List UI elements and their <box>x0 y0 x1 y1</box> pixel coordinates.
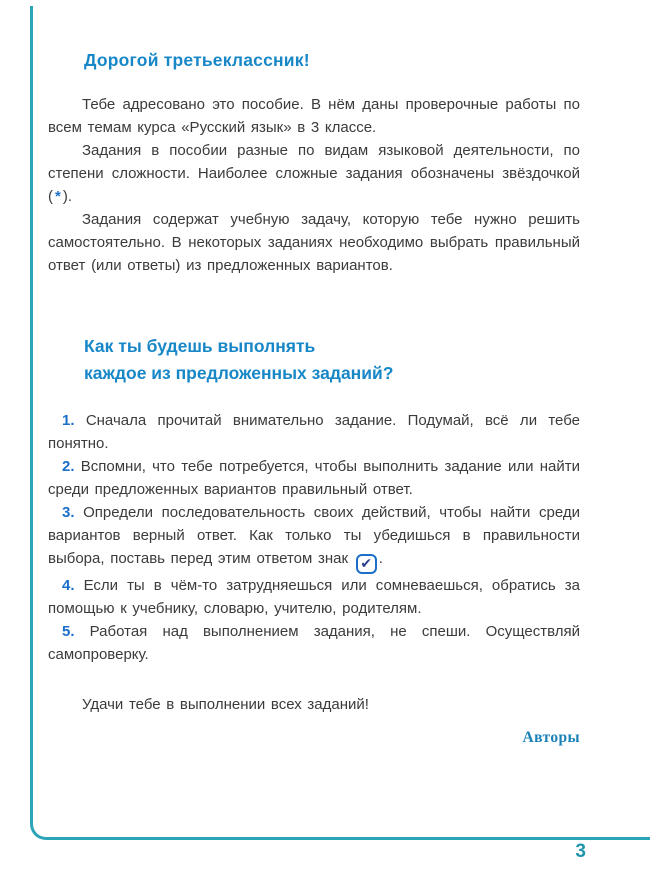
instructions-heading <box>84 333 580 387</box>
checkmark-icon: ✔ <box>356 554 377 574</box>
instruction-item-2 <box>48 455 580 501</box>
intro-paragraph-3: Задания содержат учебную задачу, которую тебе нужно решить самостоятельно. В некоторых заданиях необходимо выбрать правильный ответ (или ответы) из предложенных вариантов. <box>48 211 580 274</box>
good-luck-text: Удачи тебе в выполнении всех заданий! <box>82 696 369 713</box>
intro-paragraph-2-text: Задания в пособии разные по видам языковой деятельности, по степени сложности. Наиболее сложные задания обозначены звёздочкой ( <box>48 142 580 205</box>
intro-heading: Дорогой третьеклассник! <box>84 50 310 70</box>
instruction-item-4 <box>48 574 580 620</box>
intro-paragraph-2 <box>48 139 580 208</box>
item-text-3-after-check: . <box>378 550 383 567</box>
page-content <box>48 50 580 747</box>
item-text-5: Работая над выполнением задания, не спеши. Осуществляй самопроверку. <box>48 623 581 663</box>
instruction-item-5 <box>48 620 580 666</box>
item-number-1: 1. <box>62 412 75 429</box>
item-number-2: 2. <box>62 458 75 475</box>
authors-label: Авторы <box>522 729 580 746</box>
item-text-4: Если ты в чём-то затрудняешься или сомневаешься, обратись за помощью к учебнику, словарю, учителю, родителям. <box>48 577 581 617</box>
item-text-1: Сначала прочитай внимательно задание. Подумай, всё ли тебе понятно. <box>48 412 580 452</box>
instruction-item-3 <box>48 501 580 574</box>
item-number-5: 5. <box>62 623 75 640</box>
asterisk-marker: * <box>55 188 61 205</box>
page-number: 3 <box>575 841 586 862</box>
intro-paragraph-2-end: ). <box>62 188 73 205</box>
instruction-item-1 <box>48 409 580 455</box>
instructions-heading-line2: каждое из предложенных заданий? <box>84 363 394 383</box>
intro-paragraph-1: Тебе адресовано это пособие. В нём даны проверочные работы по всем темам курса «Русский язык» в 3 классе. <box>48 96 580 136</box>
item-number-4: 4. <box>62 577 75 594</box>
item-number-3: 3. <box>62 504 75 521</box>
item-text-3: Определи последовательность своих действий, чтобы найти среди вариантов верный ответ. Как только ты убедишься в правильности выбора, поставь перед этим ответом знак <box>48 504 581 567</box>
item-text-2: Вспомни, что тебе потребуется, чтобы выполнить задание или найти среди предложенных вариантов правильный ответ. <box>48 458 581 498</box>
instructions-heading-line1: Как ты будешь выполнять <box>84 336 316 356</box>
